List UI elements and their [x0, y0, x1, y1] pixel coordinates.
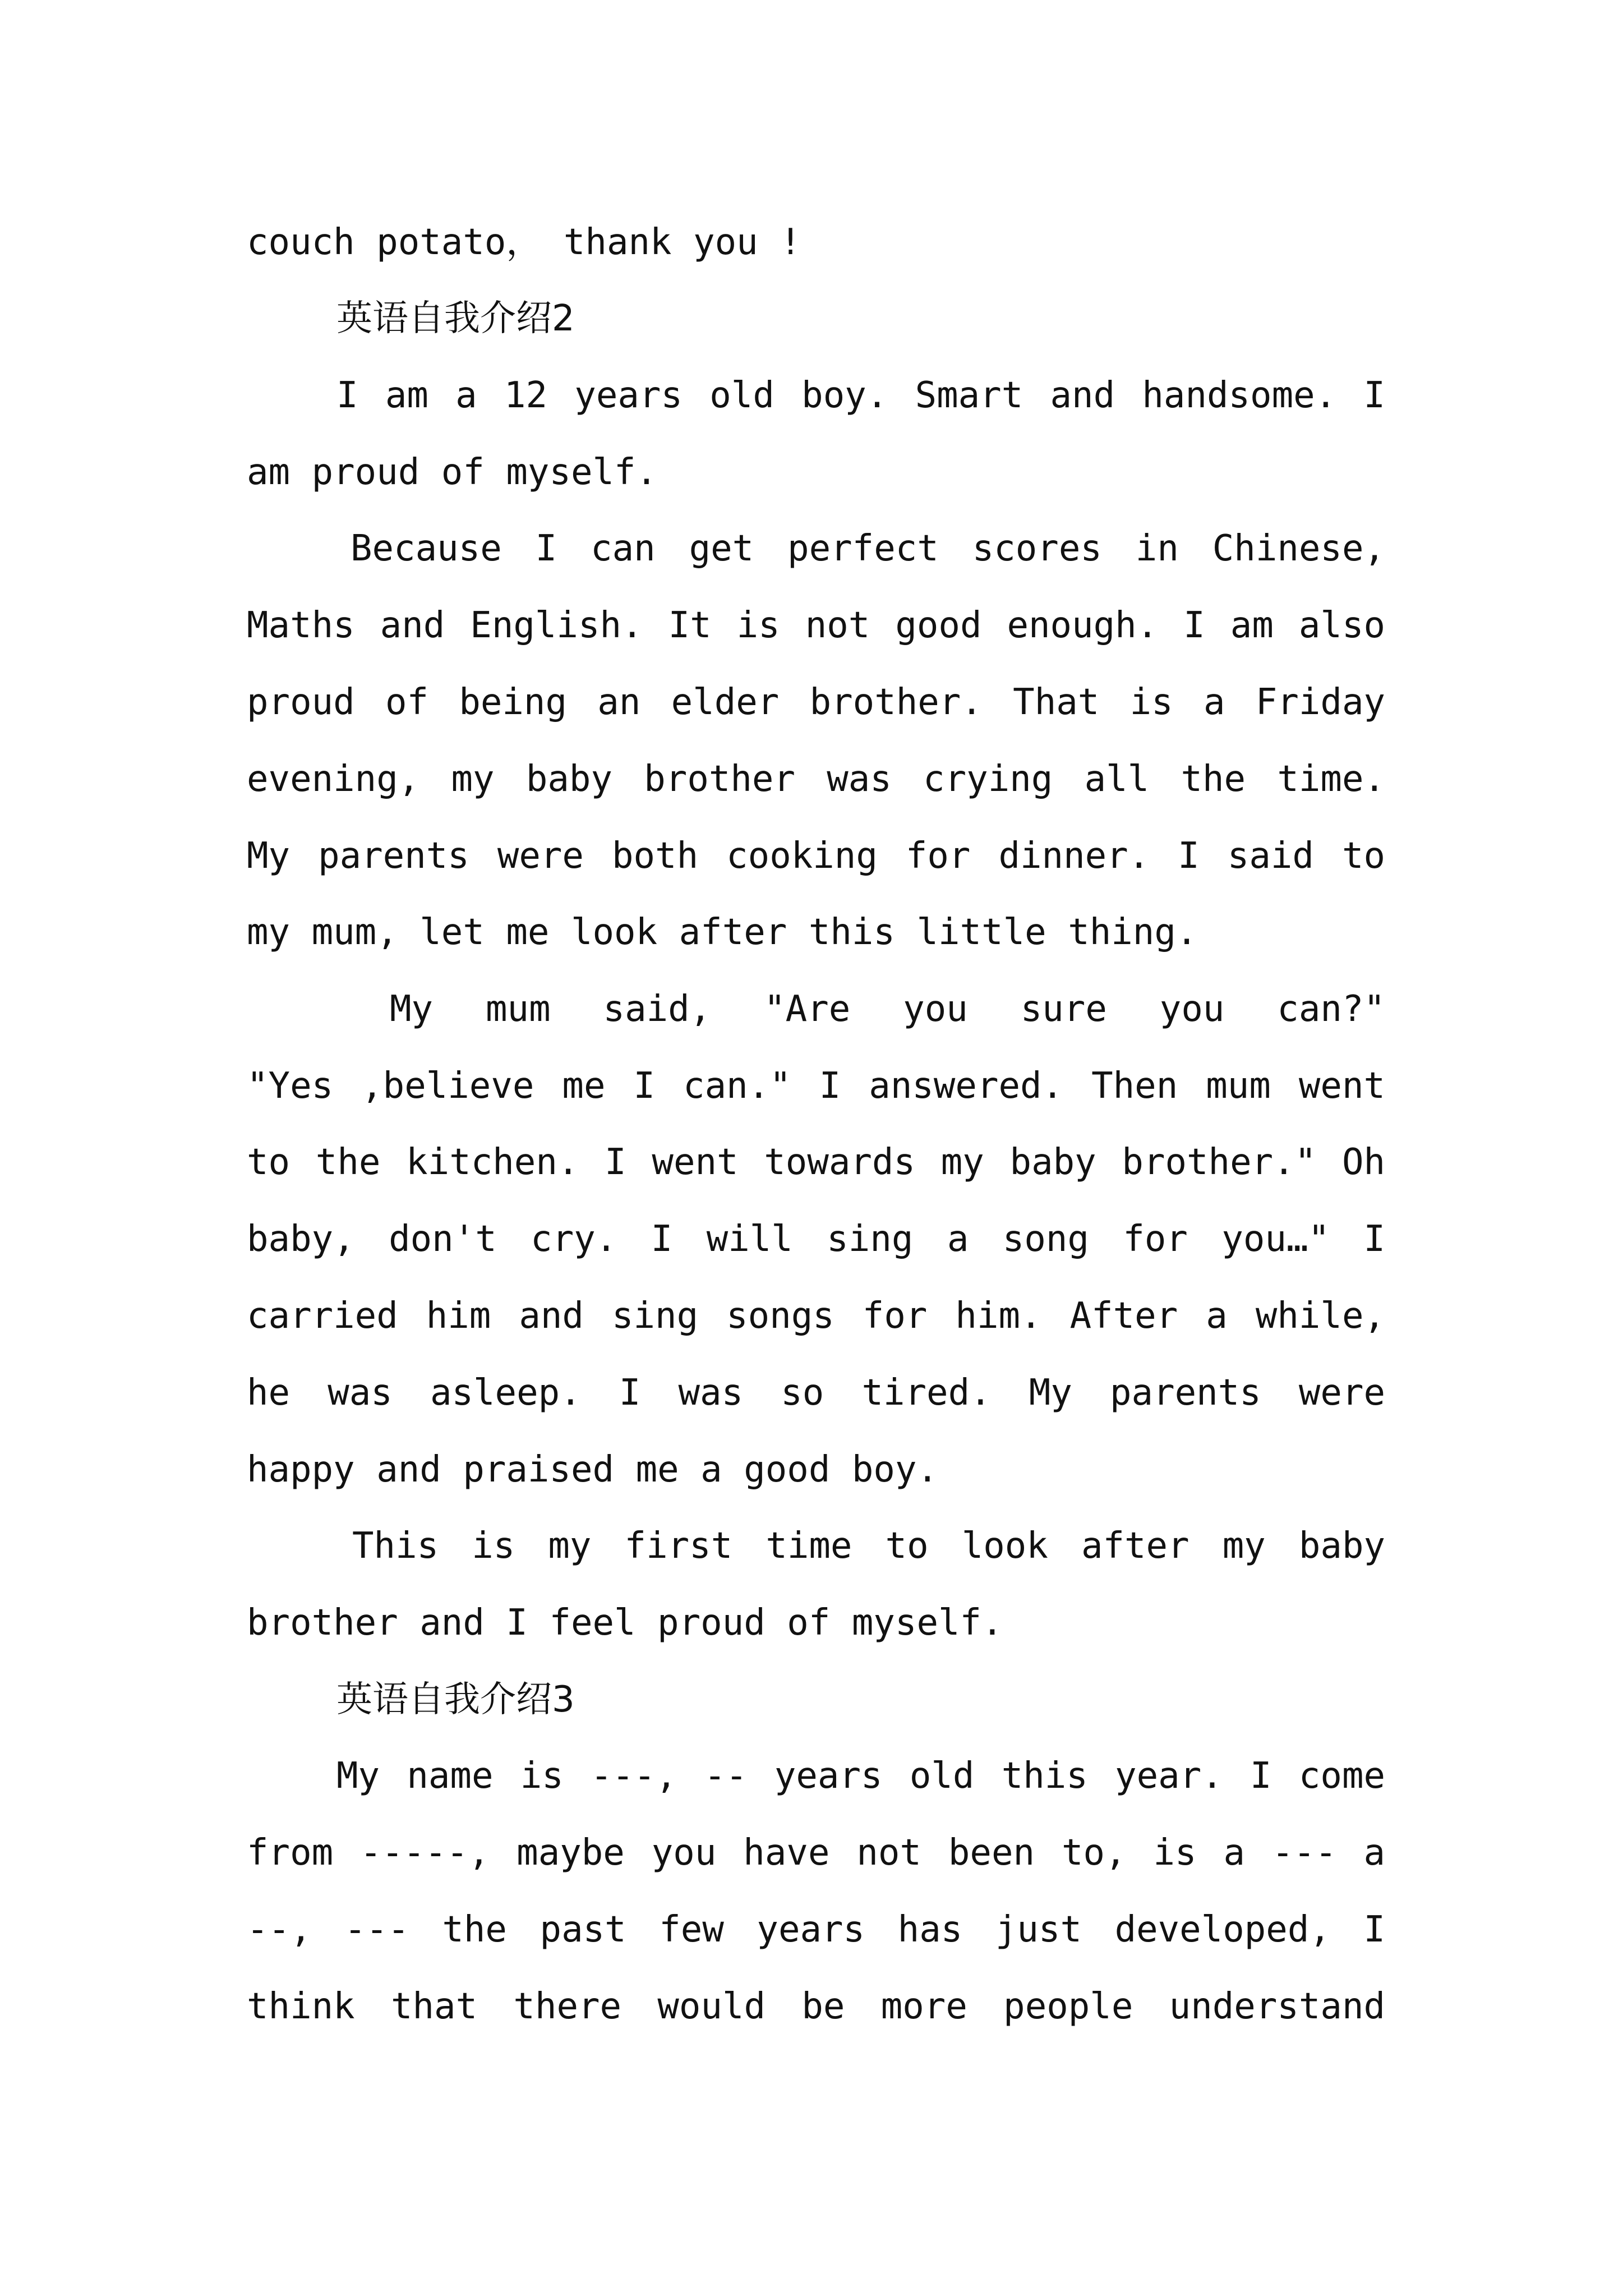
text-line: Because I can get perfect scores in Chinese,	[351, 528, 1385, 569]
text-line: he was asleep. I was so tired. My parents were	[247, 1372, 1385, 1414]
text-line: Maths and English. It is not good enough. I am also	[247, 605, 1385, 646]
text-line: evening, my baby brother was crying all the time.	[247, 758, 1385, 800]
text-line: proud of being an elder brother. That is a Friday	[247, 682, 1385, 723]
text-line: --, --- the past few years has just developed, I	[247, 1909, 1385, 1950]
text-line: I am a 12 years old boy. Smart and handsome. I	[336, 375, 1385, 416]
text-line: baby, don't cry. I will sing a song for you…" I	[247, 1218, 1385, 1260]
text-line: My parents were both cooking for dinner. I said to	[247, 835, 1385, 877]
text-line: My mum said, "Are you sure you can?"	[390, 988, 1385, 1030]
section-heading-text: 英语自我介绍3	[336, 1679, 575, 1720]
section-heading-text: 英语自我介绍2	[336, 298, 575, 339]
section-heading	[336, 1677, 1385, 1722]
text-line: happy and praised me a good boy.	[247, 1449, 938, 1490]
text-line: brother and I feel proud of myself.	[247, 1602, 1003, 1644]
text-line: My name is ---, -- years old this year. I come	[336, 1755, 1385, 1797]
text-line: This is my first time to look after my baby	[352, 1525, 1385, 1567]
text-line: "Yes ,believe me I can." I answered. Then mum went	[247, 1065, 1385, 1107]
text-line: am proud of myself.	[247, 452, 658, 493]
section-heading	[336, 296, 1385, 341]
text-line: from -----, maybe you have not been to, is a --- a	[247, 1832, 1385, 1874]
text-line: carried him and sing songs for him. After a while,	[247, 1295, 1385, 1337]
text-line: couch potato， thank you !	[247, 222, 801, 263]
text-line: my mum, let me look after this little thing.	[247, 912, 1198, 953]
text-line: think that there would be more people understand	[247, 1986, 1385, 2027]
text-line: to the kitchen. I went towards my baby brother." Oh	[247, 1142, 1385, 1183]
